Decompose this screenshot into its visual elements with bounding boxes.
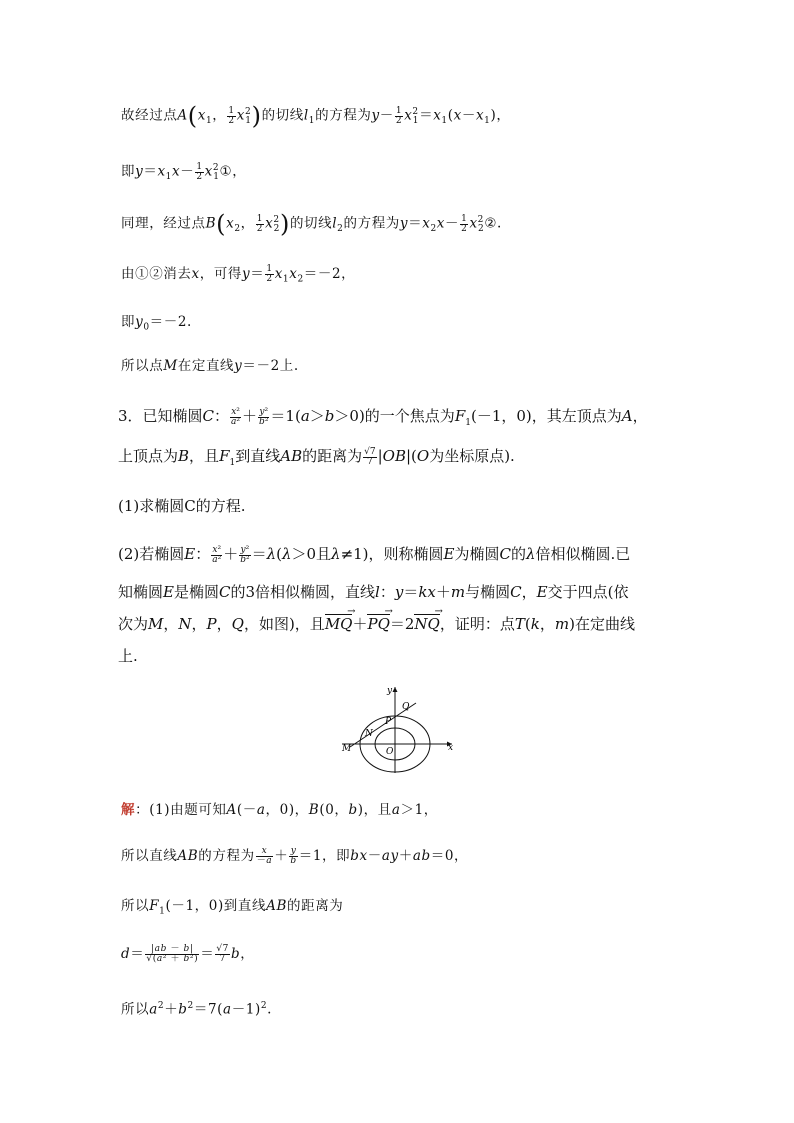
question-2-line-2: 知椭圆E是椭圆C的3倍相似椭圆，直线l：y＝kx＋m与椭圆C，E交于四点(依	[118, 583, 629, 601]
problem-3-line-1: 3．已知椭圆C： $\frac{\text{x²}}{\text{a²}}$ ＋ $\frac{\text{y²}}{\text{b²}}$ ＝1(a＞b＞0)的一个焦点为$F_1(-1$，0)，其左顶点为A，	[118, 406, 648, 428]
line-equation-1: 即$y=x_1x-$ $\frac{1}{2}$ $x^2_1①$，	[121, 161, 247, 183]
solution-line-4: d＝ $\frac{|ab - b|}{\text{√(a² ＋ b²)}}$ ＝ $\frac{√7}{7}$ b，	[121, 944, 255, 964]
question-2-line-1: (2)若椭圆E： $\frac{\text{x²}}{\text{a²}}$ ＋ $\frac{\text{y²}}{\text{b²}}$ ＝λ(λ＞0且λ≠1)，则称椭圆E为椭圆C的λ倍相似椭圆.已	[118, 544, 631, 565]
question-1	[118, 496, 246, 516]
line-conclusion: 所以点M在定直线y＝－2上.	[121, 358, 299, 374]
label-y: y	[387, 686, 393, 696]
ellipse-figure	[336, 683, 460, 775]
label-N: N	[365, 729, 373, 739]
solution-line-3: 所以$F_1(-1$，0)到直线AB的距离为	[121, 898, 344, 917]
label-x: x	[448, 743, 454, 753]
question-1-text: (1)求椭圆C的方程.	[118, 497, 246, 515]
line-tangent-l2: 同理，经过点$B(x_2$， $\frac{1}{2}$ $x^2_2$)的切线$l_2$的方程为$y=x_2x-$ $\frac{1}{2}$ $x^2_2②$.	[121, 210, 502, 238]
label-M: M	[342, 744, 352, 754]
solution-line-5: 所以$a^2+b^2=7(a-1)^2$.	[121, 1001, 273, 1018]
solution-label: 解	[121, 802, 136, 818]
question-2-line-3: 次为M，N，P，Q，如图)，且MQ →＋PQ →＝2NQ →，证明：点T(k，m)在定曲线	[118, 614, 635, 634]
label-Q: Q	[402, 702, 410, 712]
question-2-line-4	[118, 646, 138, 666]
y-axis-arrow-icon	[393, 687, 398, 692]
label-P: P	[385, 717, 392, 727]
solution-line-1: 解：(1)由题可知A(－a，0)，B(0，b)，且a＞1，	[121, 802, 438, 818]
question-2-line-4-text: 上.	[118, 647, 138, 665]
label-O: O	[386, 747, 394, 757]
solution-line-2: 所以直线AB的方程为 $\frac{x}{-a}$ ＋ $\frac{y}{b}$ ＝1，即bx－ay＋ab＝0，	[121, 846, 469, 866]
line-eliminate: 由①②消去x，可得y＝ $\frac{1}{2}$ $x_1x_2=-2$，	[121, 264, 356, 285]
line-y0: 即$y_0=-2$.	[121, 314, 192, 333]
line-tangent-l1: 故经过点$A(x_1$， $\frac{1}{2}$ $x^2_1$)的切线$l_1$的方程为y－ $\frac{1}{2}$ $x^2_1=x_1(x-x_1)$，	[121, 102, 511, 130]
problem-3-line-2: 上顶点为B，且$F_1$到直线AB的距离为 $\frac{√7}{7}$ |OB|(O为坐标原点).	[118, 446, 515, 468]
